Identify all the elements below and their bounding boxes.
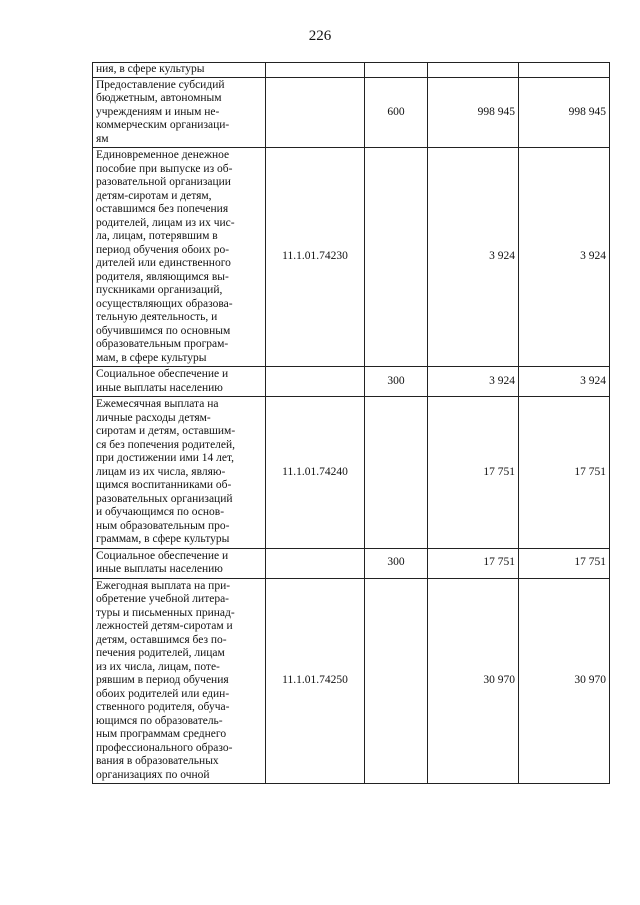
- row-name-line: ющимся по образователь-: [96, 714, 223, 727]
- row-name-line: коммерческим организаци-: [96, 119, 230, 131]
- row-name-cell: [93, 63, 266, 78]
- row-code-cell: 11.1.01.74250: [266, 578, 365, 784]
- row-name-line: учреждениям и иным не-: [96, 105, 220, 118]
- row-name-line: ся без попечения родителей,: [96, 438, 236, 451]
- row-name-line: образовательным програм-: [96, 338, 229, 350]
- row-name-line: обучившимся по основным: [96, 324, 231, 337]
- row-name-line: бюджетным, автономным: [96, 92, 222, 104]
- row-name-line: сиротам и детям, оставшим-: [96, 425, 236, 437]
- row-code-cell: [266, 367, 365, 397]
- table-row: [93, 548, 610, 578]
- row-name-line: оставшимся без попечения: [96, 203, 229, 215]
- row-name-line: разовательной организации: [96, 176, 231, 188]
- table-row: [93, 63, 610, 78]
- row-name-line: щимся воспитанниками об-: [96, 479, 232, 491]
- row-code-cell: 11.1.01.74230: [266, 148, 365, 367]
- budget-table-body: [93, 63, 610, 784]
- row-amount-cell: 3 924: [428, 148, 519, 367]
- row-name-line: детям-сиротам и детям,: [96, 189, 212, 202]
- table-row: [93, 148, 610, 367]
- row-name-line: ям: [96, 132, 109, 145]
- row-amount-cell: 998 945: [428, 77, 519, 148]
- row-name-line: детям, оставшимся без по-: [96, 633, 227, 646]
- row-name-line: рявшим в период обучения: [96, 674, 229, 686]
- row-code-cell: 11.1.01.74240: [266, 397, 365, 549]
- row-name-line: граммам, в сфере культуры: [96, 533, 230, 545]
- row-name-line: и обучающимся по основ-: [96, 506, 225, 518]
- row-amount-cell: 17 751: [428, 397, 519, 549]
- row-name-line: при достижении ими 14 лет,: [96, 452, 235, 464]
- row-name-line: обретение учебной литера-: [96, 593, 230, 605]
- row-name-line: личные расходы детям-: [96, 411, 211, 424]
- row-name-cell: [93, 548, 266, 578]
- row-name-line: период обучения обоих ро-: [96, 243, 230, 256]
- row-amount-cell: 17 751: [428, 548, 519, 578]
- row-name-line: разовательных организаций: [96, 492, 233, 505]
- row-name-line: Социальное обеспечение и: [96, 368, 229, 380]
- budget-table: [92, 62, 610, 784]
- row-name-line: Социальное обеспечение и: [96, 549, 229, 562]
- row-name-line: ла, лицам, потерявшим в: [96, 230, 218, 242]
- row-name-line: Предоставление субсидий: [96, 78, 225, 91]
- row-amount-cell: [428, 63, 519, 78]
- row-name-line: мам, в сфере культуры: [96, 351, 207, 364]
- row-name-line: родителя, являющимся вы-: [96, 270, 229, 283]
- row-name-cell: [93, 397, 266, 549]
- row-name-line: из их числа, лицам, поте-: [96, 660, 220, 673]
- row-name-line: вания в образовательных: [96, 755, 219, 767]
- table-row: [93, 397, 610, 549]
- row-name-cell: [93, 148, 266, 367]
- row-amount-cell: 30 970: [519, 578, 610, 784]
- row-name-line: пособие при выпуске из об-: [96, 162, 233, 175]
- row-amount-cell: [519, 63, 610, 78]
- row-amount-cell: 3 924: [519, 367, 610, 397]
- row-name-line: лицам из их числа, являю-: [96, 465, 226, 478]
- row-name-line: осуществляющих образова-: [96, 297, 233, 310]
- row-expense-type-cell: 300: [365, 367, 428, 397]
- row-name-line: Ежегодная выплата на при-: [96, 579, 231, 592]
- row-name-line: Единовременное денежное: [96, 149, 230, 161]
- row-name-line: профессионального образо-: [96, 741, 233, 754]
- row-name-line: ным программам среднего: [96, 728, 227, 740]
- row-name-line: ния, в сфере культуры: [96, 63, 205, 75]
- row-expense-type-cell: [365, 148, 428, 367]
- table-row: [93, 578, 610, 784]
- page-number: 226: [308, 28, 332, 44]
- row-amount-cell: 30 970: [428, 578, 519, 784]
- row-amount-cell: 998 945: [519, 77, 610, 148]
- row-name-line: родителей, лицам из их чис-: [96, 216, 235, 229]
- row-name-line: печения родителей, лицам: [96, 647, 225, 659]
- table-row: [93, 77, 610, 148]
- row-name-line: иные выплаты населению: [96, 563, 223, 575]
- row-expense-type-cell: 600: [365, 77, 428, 148]
- row-amount-cell: 3 924: [519, 148, 610, 367]
- row-name-line: ственного родителя, обуча-: [96, 701, 230, 713]
- row-code-cell: [266, 548, 365, 578]
- row-name-line: организациях по очной: [96, 768, 210, 781]
- row-code-cell: [266, 63, 365, 78]
- row-expense-type-cell: [365, 397, 428, 549]
- row-name-line: пускниками организаций,: [96, 284, 223, 296]
- row-expense-type-cell: 300: [365, 548, 428, 578]
- row-name-line: обоих родителей или един-: [96, 687, 230, 700]
- row-name-line: туры и письменных принад-: [96, 606, 235, 619]
- table-row: [93, 367, 610, 397]
- row-expense-type-cell: [365, 63, 428, 78]
- row-name-line: Ежемесячная выплата на: [96, 398, 219, 410]
- row-name-line: тельную деятельность, и: [96, 311, 218, 323]
- row-amount-cell: 17 751: [519, 397, 610, 549]
- row-code-cell: [266, 77, 365, 148]
- row-name-line: иные выплаты населению: [96, 381, 223, 394]
- row-name-line: дителей или единственного: [96, 257, 231, 269]
- row-name-cell: [93, 367, 266, 397]
- row-expense-type-cell: [365, 578, 428, 784]
- row-amount-cell: 17 751: [519, 548, 610, 578]
- row-name-cell: [93, 77, 266, 148]
- row-name-line: ным образовательным про-: [96, 519, 230, 532]
- row-amount-cell: 3 924: [428, 367, 519, 397]
- row-name-cell: [93, 578, 266, 784]
- row-name-line: лежностей детям-сиротам и: [96, 620, 233, 632]
